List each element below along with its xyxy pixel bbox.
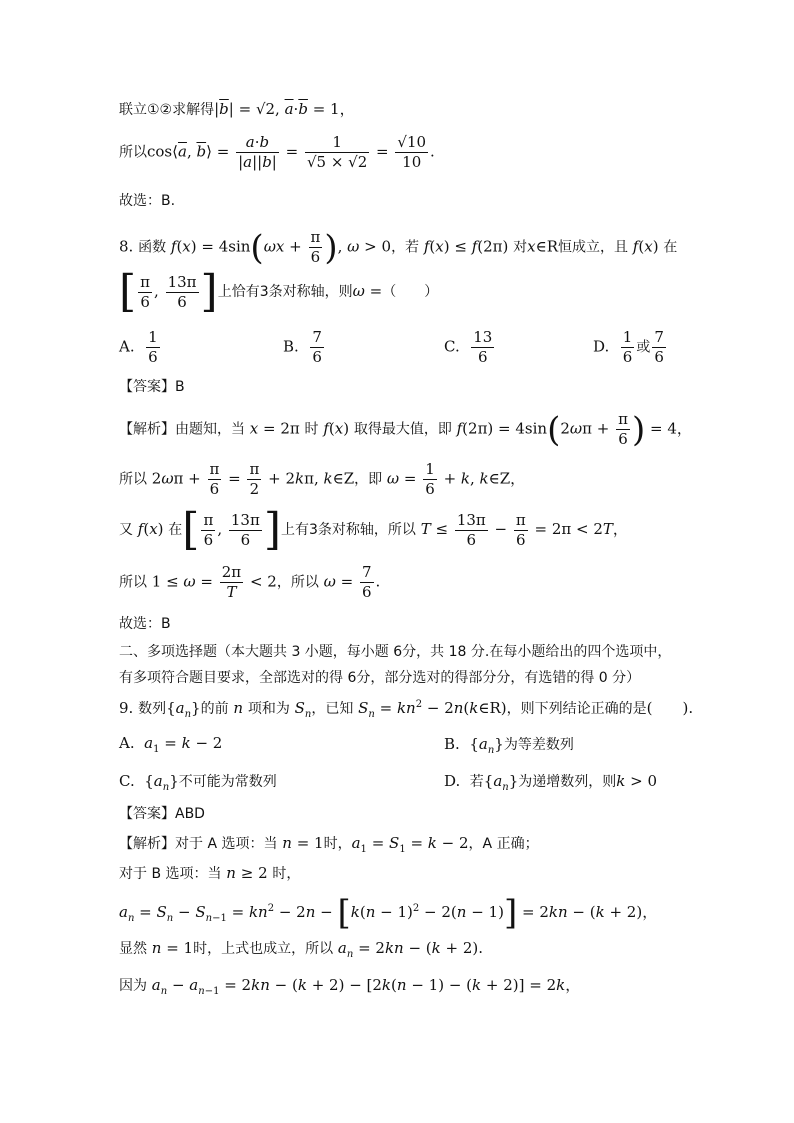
section-2-heading-line-1: 二、多项选择题（本大题共 3 小题，每小题 6分，共 18 分.在每小题给出的四个选项中，	[119, 644, 672, 660]
solution-8-line-1: 【解析】由题知，当 x = 2π 时 f(x) 取得最大值，即 f(2π) = 4sin(2ωπ + $\frac{\pi}{6}$ ) = 4，	[119, 409, 692, 450]
line-cos-angle: 所以$\cos⟨\overline{a}$, $\overline{b}⟩$ = $\frac{a\cdot b}{|a||b|}$ = $\frac{1}{√5 \times √2}$ = $\frac{√10}{10}$ .	[119, 133, 435, 171]
solution-9-line-5: 因为 $a_n - a_{n-1} = 2kn - (k + 2) - [2k(n - 1) - (k + 2)] = 2k$，	[119, 976, 581, 997]
solution-9-line-2: 对于 B 选项：当 n ≥ 2 时，	[119, 864, 301, 882]
solution-9-line-3: $a_n = S_n - S_{n-1} = kn^2 - 2n - [k(n - 1)^2 - 2(n - 1)] = 2kn - (k + 2)$，	[119, 893, 658, 933]
answer-8: 【答案】B	[119, 379, 185, 395]
option-9-c: C. $\{a_n\}$不可能为常数列	[119, 772, 277, 793]
solution-8-line-3: 又 f(x) 在[ $\frac{\pi}{6}$ , $\frac{13\pi}{6}$ ]上有3条对称轴，所以 T ≤ $\frac{13\pi}{6}$ − $\frac{\pi}{6}$ = 2π < 2T，	[119, 504, 628, 555]
question-8-line-1: 8. 函数 f(x) = 4sin(ωx + $\frac{\pi}{6}$ ), ω > 0，若 f(x) ≤ f(2π) 对x∈R恒成立，且 f(x) 在	[119, 227, 678, 268]
solution-8-line-2: 所以 2ωπ + $\frac{\pi}{6}$ = $\frac{\pi}{2}$ + 2kπ, k∈Z，即 ω = $\frac{1}{6}$ + k, k∈Z，	[119, 460, 526, 498]
question-8-line-2: [ $\frac{\pi}{6}$ , $\frac{13\pi}{6}$ ]上恰有3条对称轴，则ω =（ ）	[119, 266, 439, 317]
option-8-a: A. $\frac{1}{6}$	[119, 328, 158, 366]
line-vector-result: 联立①②求解得$|\overline{b}| = √2$, $\overline{a}\cdot\overline{b} = 1$，	[119, 100, 355, 118]
answer-9: 【答案】ABD	[119, 806, 205, 822]
line-choose-b-2: 故选：B	[119, 616, 171, 632]
line-choose-b-1: 故选：B.	[119, 193, 176, 209]
solution-9-line-4: 显然 n = 1时，上式也成立，所以 $a_n = 2kn - (k + 2)$.	[119, 939, 484, 960]
question-9: 9. 数列$\{a_n\}$的前 n 项和为 $S_n$，已知 $S_n = kn^2$ − 2n(k∈R)，则下列结论正确的是( ).	[119, 699, 694, 720]
solution-8-line-4: 所以 1 ≤ ω = $\frac{2\pi}{T}$ < 2，所以 ω = $\frac{7}{6}$ .	[119, 563, 381, 601]
solution-9-line-1: 【解析】对于 A 选项：当 n = 1时，$a_1 = S_1 = k - 2$，A 正确；	[119, 834, 539, 855]
option-9-d: D. 若$\{a_n\}$为递增数列，则k > 0	[444, 772, 658, 793]
option-9-a: A. $a_1 = k - 2$	[119, 734, 223, 755]
option-8-d: D. $\frac{1}{6}$ 或 $\frac{7}{6}$	[593, 328, 664, 366]
section-2-heading-line-2: 有多项符合题目要求，全部选对的得 6分，部分选对的得部分分，有选错的得 0 分）	[119, 670, 641, 686]
option-8-b: B. $\frac{7}{6}$	[283, 328, 322, 366]
option-9-b: B. $\{a_n\}$为等差数列	[444, 735, 574, 756]
option-8-c: C. $\frac{13}{6}$	[444, 328, 493, 366]
